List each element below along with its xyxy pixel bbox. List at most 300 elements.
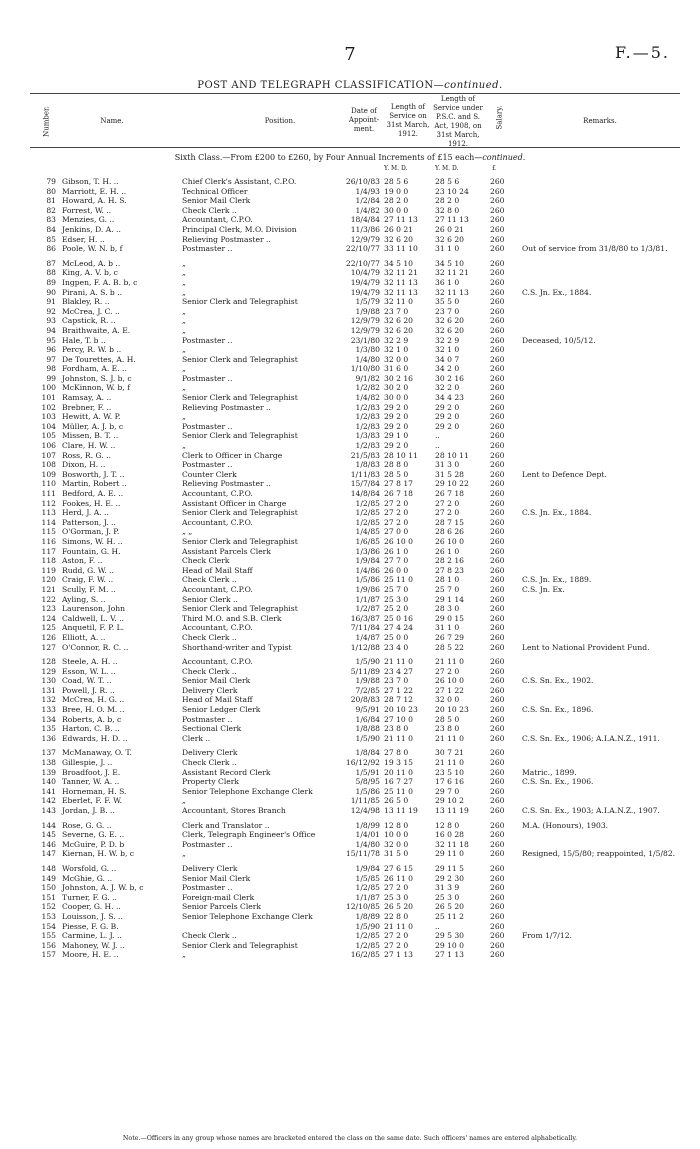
row-number: 117	[41, 546, 56, 556]
row-salary: 260	[490, 287, 505, 297]
row-name: Ramsay, A. ..	[62, 393, 112, 403]
row-name: Ross, R. G. ..	[62, 450, 111, 460]
row-length-service-act: 28 10 11	[435, 450, 469, 460]
row-length-service-act: 21 11 0	[435, 758, 464, 768]
row-date: 1/5/91	[355, 767, 380, 777]
row-date: 1/2/83	[355, 412, 380, 422]
row-position: Third M.O. and S.B. Clerk	[182, 613, 282, 623]
row-number: 132	[41, 695, 56, 705]
row-number: 122	[41, 594, 56, 604]
row-name: Bedford, A. E. ..	[62, 489, 124, 498]
row-name: Worsfold, G. ..	[62, 863, 117, 873]
row-date: 5/11/89	[350, 666, 380, 676]
table-row	[30, 864, 680, 874]
row-date: 1/11/83	[350, 469, 380, 479]
row-salary: 260	[490, 364, 505, 374]
row-position: Senior Clerk and Telegraphist	[182, 536, 298, 546]
table-row	[30, 922, 680, 932]
row-length-service-act: 21 11 0	[435, 733, 464, 743]
row-remarks: C.S. Sn. Ex., 1906.	[522, 777, 594, 787]
row-length-service-act: 16 0 28	[435, 830, 464, 840]
row-name: Carmine, L. J. ..	[62, 931, 122, 941]
row-position: „	[182, 325, 186, 335]
row-salary: 260	[490, 373, 505, 383]
row-date: 1/3/80	[355, 345, 380, 355]
row-name: Piesse, F. G. B.	[62, 921, 119, 931]
row-number: 140	[41, 777, 56, 787]
row-name: Mahoney, W. J. ..	[62, 940, 125, 950]
row-date: 1/9/84	[355, 556, 380, 566]
row-length-service: 23 8 0	[384, 724, 409, 734]
row-salary: 260	[490, 632, 505, 642]
row-length-service: 27 2 0	[384, 498, 409, 508]
footnote: Note.—Officers in any group whose names are bracketed entered the class on the same date. Such officers' names are entered alphabetically.	[122, 1135, 578, 1142]
row-salary: 260	[490, 830, 505, 840]
row-position: „	[182, 441, 186, 451]
row-name: O'Gorman, J. P.	[62, 527, 120, 537]
row-length-service: 23 4 0	[384, 642, 409, 652]
row-salary: 260	[490, 685, 505, 695]
row-number: 156	[41, 940, 56, 950]
row-date: 1/8/83	[355, 460, 380, 470]
row-salary: 260	[490, 604, 505, 614]
table-row	[30, 715, 680, 725]
row-length-service-act: ..	[435, 431, 440, 441]
row-date: 9/1/82	[355, 373, 380, 383]
row-date: 1/5/86	[355, 575, 380, 585]
row-salary: 260	[490, 921, 505, 931]
row-length-service-act: 32 11 21	[435, 268, 469, 278]
row-date: 1/4/82	[355, 205, 380, 215]
row-position: „	[182, 316, 186, 326]
row-salary: 260	[490, 306, 505, 316]
row-length-service-act: 31 3 9	[435, 883, 460, 893]
row-position: Shorthand-writer and Typist	[182, 642, 292, 652]
row-salary: 260	[490, 469, 505, 479]
row-number: 83	[46, 215, 56, 225]
row-salary: 260	[490, 177, 505, 186]
row-name: King, A. V. b, c	[62, 268, 118, 278]
row-salary: 260	[490, 911, 505, 921]
row-salary: 260	[490, 613, 505, 623]
table-row	[30, 912, 680, 922]
row-salary: 260	[490, 316, 505, 326]
table-row	[30, 355, 680, 365]
row-length-service-act: 29 1 14	[435, 594, 464, 604]
row-name: Severne, G. E. ..	[62, 830, 125, 840]
row-length-service-act: 29 2 30	[435, 873, 464, 883]
row-position: „ „	[182, 527, 193, 537]
row-length-service-act: 23 8 0	[435, 724, 460, 734]
row-name: Poole, W. N. b, f	[62, 244, 123, 254]
row-length-service: 30 0 0	[384, 393, 409, 403]
row-date: 16/12/92	[345, 758, 380, 768]
row-length-service: 21 11 0	[384, 657, 413, 667]
title-main: POST AND TELEGRAPH CLASSIFICATION	[197, 80, 434, 91]
row-remarks: C.S. Sn. Ex., 1902.	[522, 676, 594, 686]
row-number: 86	[46, 244, 56, 254]
row-date: 1/3/86	[355, 546, 380, 556]
row-length-service-act: 27 2 0	[435, 508, 460, 518]
table-row	[30, 941, 680, 951]
row-length-service: 32 1 0	[384, 345, 409, 355]
table-row	[30, 316, 680, 326]
row-position: Head of Mail Staff	[182, 565, 253, 575]
row-remarks: Resigned, 15/5/80; reappointed, 1/5/82.	[522, 849, 676, 859]
row-date: 1/2/83	[355, 402, 380, 412]
table-row	[30, 470, 680, 480]
row-number: 152	[41, 902, 56, 912]
units-length-service: Y. M. D.	[384, 165, 408, 172]
row-length-service-act: 26 10 0	[435, 536, 464, 546]
row-name: Scully, F. M. ..	[62, 584, 116, 594]
table-row	[30, 383, 680, 393]
row-date: 1/2/85	[355, 508, 380, 518]
row-salary: 260	[490, 527, 505, 537]
row-number: 135	[41, 724, 56, 734]
row-name: Kiernan, H. W. b, c	[62, 849, 135, 859]
row-position: Senior Clerk and Telegraphist	[182, 940, 298, 950]
row-position: Check Clerk ..	[182, 205, 237, 215]
row-name: Edser, H. ..	[62, 234, 105, 244]
row-position: Assistant Parcels Clerk	[182, 546, 271, 556]
row-date: 1/5/90	[355, 657, 380, 667]
row-salary: 260	[490, 642, 505, 652]
table-row	[30, 840, 680, 850]
row-position: „	[182, 268, 186, 278]
row-length-service: 27 11 13	[384, 215, 418, 225]
row-position: Technical Officer	[182, 186, 248, 196]
row-date: 1/8/99	[355, 820, 380, 830]
row-name: McCrea, J. C. ..	[62, 306, 120, 316]
row-salary: 260	[490, 575, 505, 585]
row-number: 108	[41, 460, 56, 470]
row-name: Pirani, A. S. b ..	[62, 287, 123, 297]
row-name: Ayling, S. ..	[62, 594, 106, 604]
row-number: 137	[41, 748, 56, 758]
row-remarks: Deceased, 10/5/12.	[522, 335, 596, 345]
row-length-service: 20 10 23	[384, 705, 418, 715]
row-length-service-act: 32 2 9	[435, 335, 460, 345]
table-row	[30, 950, 680, 960]
row-position: Check Clerk ..	[182, 666, 237, 676]
row-remarks: From 1/7/12.	[522, 931, 572, 941]
row-length-service: 26 5 20	[384, 902, 413, 912]
row-date: 22/10/77	[345, 258, 380, 268]
row-length-service: 28 8 0	[384, 460, 409, 470]
row-salary: 260	[490, 517, 505, 527]
row-salary: 260	[490, 902, 505, 912]
row-position: Postmaster ..	[182, 839, 233, 849]
row-position: Property Clerk	[182, 777, 240, 787]
row-length-service: 27 2 0	[384, 940, 409, 950]
row-number: 130	[41, 676, 56, 686]
row-length-service: 25 3 0	[384, 594, 409, 604]
row-date: 15/7/84	[350, 479, 380, 489]
row-number: 143	[41, 806, 56, 815]
row-salary: 260	[490, 705, 505, 715]
row-position: „	[182, 950, 186, 960]
row-position: Senior Telephone Exchange Clerk	[182, 786, 313, 796]
table-row	[30, 734, 680, 744]
row-length-service: 30 0 0	[384, 205, 409, 215]
row-length-service-act: 29 2 0	[435, 421, 460, 431]
row-length-service-act: 26 1 0	[435, 546, 460, 556]
row-salary: 260	[490, 186, 505, 196]
row-length-service: 27 2 0	[384, 517, 409, 527]
row-length-service-act: 21 11 0	[435, 657, 464, 667]
row-remarks: C.S. Sn. Ex., 1906; A.I.A.N.Z., 1911.	[522, 733, 660, 743]
row-position: Senior Clerk and Telegraphist	[182, 508, 298, 518]
row-length-service: 32 11 0	[384, 297, 413, 307]
row-number: 147	[41, 849, 56, 859]
row-position: Senior Clerk and Telegraphist	[182, 354, 298, 364]
row-length-service-act: 34 4 23	[435, 393, 464, 403]
row-date: 1/9/88	[355, 676, 380, 686]
row-length-service: 25 11 0	[384, 575, 413, 585]
table-row	[30, 225, 680, 235]
row-name: Cooper, G. H. ..	[62, 902, 121, 912]
row-date: 16/2/85	[350, 950, 380, 960]
row-remarks: C.S. Sn. Ex., 1896.	[522, 705, 594, 715]
row-length-service: 27 8 0	[384, 748, 409, 758]
row-date: 1/10/80	[350, 364, 380, 374]
header-salary: Salary.	[495, 105, 504, 130]
row-position: Postmaster ..	[182, 883, 233, 893]
row-length-service-act: 29 2 0	[435, 402, 460, 412]
row-number: 85	[46, 234, 56, 244]
row-salary: 260	[490, 676, 505, 686]
row-position: Senior Parcels Clerk	[182, 902, 262, 912]
table-row	[30, 585, 680, 595]
row-length-service-act: 20 10 23	[435, 705, 469, 715]
row-position: Relieving Postmaster ..	[182, 234, 271, 244]
row-salary: 260	[490, 748, 505, 758]
row-number: 97	[46, 354, 56, 364]
row-length-service: 32 6 20	[384, 234, 413, 244]
row-length-service: 33 11 10	[384, 244, 418, 254]
row-name: Tanner, W. A. ..	[62, 777, 120, 787]
row-number: 114	[41, 517, 56, 527]
row-name: Rose, G. G. ..	[62, 820, 112, 830]
row-salary: 260	[490, 849, 505, 859]
row-number: 126	[41, 632, 56, 642]
row-date: 7/2/85	[355, 685, 380, 695]
table-row	[30, 508, 680, 518]
row-length-service: 32 6 20	[384, 325, 413, 335]
row-number: 105	[41, 431, 56, 441]
row-number: 116	[41, 536, 56, 546]
row-salary: 260	[490, 839, 505, 849]
row-date: 9/5/91	[355, 705, 380, 715]
row-position: Relieving Postmaster ..	[182, 479, 271, 489]
table-row	[30, 479, 680, 489]
row-date: 1/2/83	[355, 421, 380, 431]
table-row	[30, 748, 680, 758]
row-name: Simons, W. H. ..	[62, 536, 123, 546]
table-row	[30, 187, 680, 197]
row-name: Ingpen, F. A. B. b, c	[62, 277, 138, 287]
row-length-service-act: 28 6 26	[435, 527, 464, 537]
row-number: 110	[41, 479, 56, 489]
header-remarks: Remarks.	[583, 117, 617, 125]
row-name: Broadfoot, J. E.	[62, 767, 121, 777]
row-date: 20/8/83	[350, 695, 380, 705]
row-length-service-act: 13 11 19	[435, 806, 469, 815]
row-salary: 260	[490, 657, 505, 667]
row-remarks: Lent to Defence Dept.	[522, 469, 607, 479]
row-number: 112	[41, 498, 56, 508]
row-length-service: 31 5 0	[384, 849, 409, 859]
row-salary: 260	[490, 196, 505, 206]
page-code: F.—5.	[615, 43, 670, 62]
row-position: „	[182, 364, 186, 374]
header-date: Date of Appoint- ment.	[348, 107, 380, 133]
row-salary: 260	[490, 224, 505, 234]
row-length-service-act: 34 2 0	[435, 364, 460, 374]
row-length-service-act: 26 0 21	[435, 224, 464, 234]
row-salary: 260	[490, 412, 505, 422]
row-position: Accountant, C.P.O.	[182, 657, 253, 667]
row-length-service-act: 26 7 18	[435, 489, 464, 498]
table-row	[30, 604, 680, 614]
row-name: Hewitt, A. W. P.	[62, 412, 121, 422]
row-number: 89	[46, 277, 56, 287]
row-length-service: 29 1 0	[384, 431, 409, 441]
row-date: 14/8/84	[350, 489, 380, 498]
table-row	[30, 676, 680, 686]
table-row	[30, 196, 680, 206]
row-name: Brebner, F. ..	[62, 402, 112, 412]
row-salary: 260	[490, 767, 505, 777]
table-row	[30, 575, 680, 585]
row-length-service-act: 32 11 18	[435, 839, 469, 849]
row-length-service-act: 29 10 0	[435, 940, 464, 950]
row-number: 109	[41, 469, 56, 479]
row-length-service-act: 29 10 22	[435, 479, 469, 489]
header-rule-bottom	[30, 147, 680, 148]
class-heading	[0, 153, 700, 162]
header-position: Position.	[264, 117, 296, 125]
row-name: Missen, B. T. ..	[62, 431, 119, 441]
row-name: Craig, F. W. ..	[62, 575, 114, 585]
row-number: 96	[46, 345, 56, 355]
row-name: Horneman, H. S.	[62, 786, 127, 796]
row-length-service-act: 26 10 0	[435, 676, 464, 686]
table-row	[30, 777, 680, 787]
row-salary: 260	[490, 325, 505, 335]
row-salary: 260	[490, 244, 505, 254]
header-number: Number.	[42, 106, 51, 137]
row-length-service-act: 12 8 0	[435, 820, 460, 830]
row-number: 99	[46, 373, 56, 383]
row-date: 12/10/85	[345, 902, 380, 912]
row-length-service-act: 32 1 0	[435, 345, 460, 355]
row-date: 1/2/83	[355, 441, 380, 451]
page-title	[0, 80, 700, 91]
row-salary: 260	[490, 393, 505, 403]
row-length-service: 27 2 0	[384, 883, 409, 893]
row-number: 131	[41, 685, 56, 695]
row-date: 23/1/80	[350, 335, 380, 345]
row-date: 1/4/86	[355, 565, 380, 575]
row-date: 1/1/87	[355, 594, 380, 604]
row-position: Accountant, C.P.O.	[182, 584, 253, 594]
row-position: Assistant Officer in Charge	[182, 498, 287, 508]
row-name: Esson, W. L. ..	[62, 666, 116, 676]
table-row	[30, 796, 680, 806]
row-length-service: 26 1 0	[384, 546, 409, 556]
row-length-service-act: 32 0 0	[435, 695, 460, 705]
row-length-service-act: 31 1 0	[435, 244, 460, 254]
row-length-service-act: 32 11 13	[435, 287, 469, 297]
row-length-service: 25 3 0	[384, 892, 409, 902]
row-number: 155	[41, 931, 56, 941]
row-salary: 260	[490, 546, 505, 556]
table-row	[30, 268, 680, 278]
row-position: Postmaster ..	[182, 373, 233, 383]
table-row	[30, 787, 680, 797]
row-length-service-act: 27 11 13	[435, 215, 469, 225]
row-date: 1/5/86	[355, 786, 380, 796]
title-continued: —continued.	[433, 80, 503, 91]
row-length-service: 23 4 27	[384, 666, 413, 676]
row-length-service-act: ..	[435, 921, 440, 931]
row-date: 1/12/88	[350, 642, 380, 652]
row-date: 1/5/85	[355, 873, 380, 883]
row-length-service-act: 32 2 0	[435, 383, 460, 393]
row-length-service-act: 28 2 0	[435, 196, 460, 206]
row-length-service: 27 7 0	[384, 556, 409, 566]
row-salary: 260	[490, 940, 505, 950]
row-length-service: 19 0 0	[384, 186, 409, 196]
row-number: 154	[41, 921, 56, 931]
row-date: 1/6/84	[355, 714, 380, 724]
row-number: 136	[41, 733, 56, 743]
table-row	[30, 412, 680, 422]
table-row	[30, 547, 680, 557]
table-row	[30, 874, 680, 884]
table-row	[30, 336, 680, 346]
row-length-service: 12 8 0	[384, 820, 409, 830]
row-salary: 260	[490, 556, 505, 566]
table-row	[30, 527, 680, 537]
row-number: 106	[41, 441, 56, 451]
row-number: 149	[41, 873, 56, 883]
row-salary: 260	[490, 460, 505, 470]
row-position: Check Clerk ..	[182, 758, 237, 768]
row-remarks: Matric., 1899.	[522, 767, 577, 777]
table-row	[30, 806, 680, 816]
row-date: 1/5/90	[355, 921, 380, 931]
table-row	[30, 758, 680, 768]
row-number: 133	[41, 705, 56, 715]
row-position: „	[182, 345, 186, 355]
row-length-service: 28 2 0	[384, 196, 409, 206]
row-position: „	[182, 412, 186, 422]
row-position: Accountant, C.P.O.	[182, 489, 253, 498]
row-number: 153	[41, 911, 56, 921]
row-name: Powell, J. R. ..	[62, 685, 115, 695]
row-date: 1/4/80	[355, 839, 380, 849]
units-length-service-act: Y. M. D.	[435, 165, 459, 172]
row-number: 101	[41, 393, 56, 403]
row-number: 125	[41, 623, 56, 633]
table-row	[30, 667, 680, 677]
table-row	[30, 902, 680, 912]
row-salary: 260	[490, 863, 505, 873]
row-length-service-act: 23 10 24	[435, 186, 469, 196]
